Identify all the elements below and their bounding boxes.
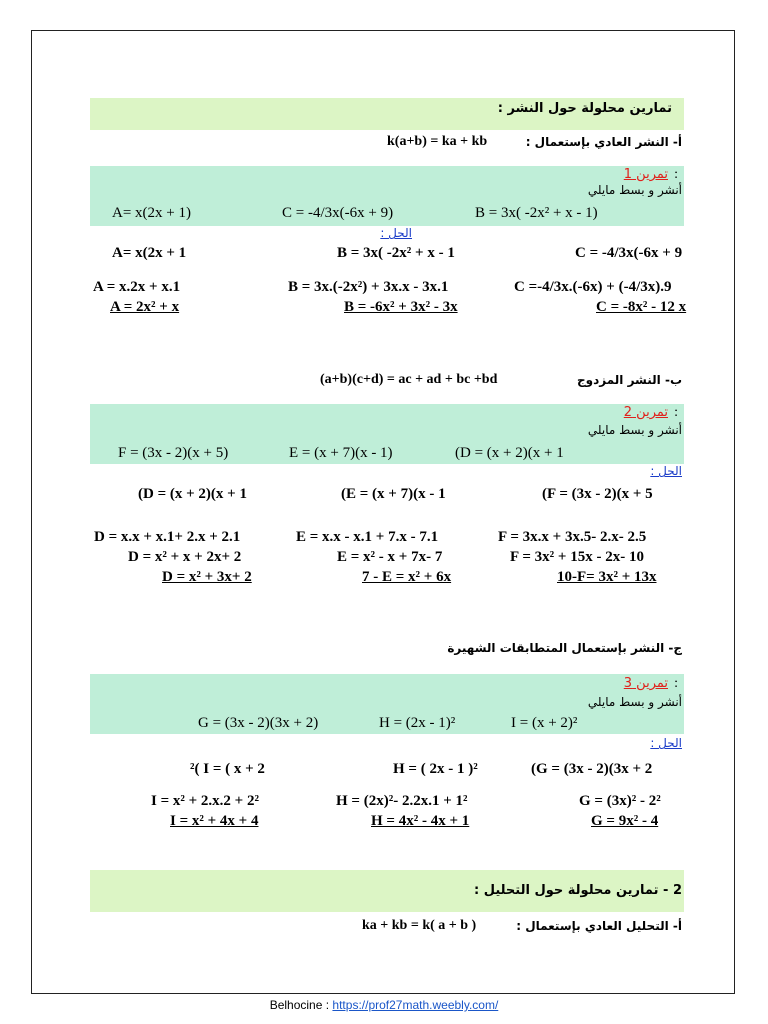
exercise1-expr-b: B = 3x( -2x² + x - 1) (475, 205, 598, 221)
ex1-row2-b: B = 3x.(-2x²) + 3x.x - 3x.1 (288, 279, 449, 295)
exercise2-solution-label: الحل : (650, 464, 682, 478)
ex3-row1-g: (G = (3x - 2)(3x + 2 (531, 761, 653, 777)
ex1-row2-a: A = x.2x + x.1 (93, 279, 181, 295)
ex2-row4-d: D = x² + 3x+ 2 (162, 569, 252, 585)
exercise3-expr-i: I = (x + 2)² (511, 715, 578, 731)
exercise2-expr-e: E = (x + 7)(x - 1) (289, 445, 393, 461)
ex1-row2-c: C =-4/3x.(-6x) + (-4/3x).9 (514, 279, 672, 295)
exercise1-title-suffix: : (674, 167, 678, 182)
ex2-row3-d: D = x² + x + 2x+ 2 (128, 549, 242, 565)
exercise2-title: تمرين 2 (623, 405, 668, 420)
ex2-row1-e: (E = (x + 7)(x - 1 (341, 486, 446, 502)
exercise1-expr-c: C = -4/3x(-6x + 9) (282, 205, 394, 221)
exercise3-title-suffix: : (674, 676, 678, 691)
ex3-row2-h: H = (2x)²- 2.2x.1 + 1² (336, 793, 468, 809)
exercise2-expr-d: (D = (x + 2)(x + 1 (455, 445, 564, 461)
exercise2-title-suffix: : (674, 405, 678, 420)
exercise2-instruction: أنشر و بسط مايلي (587, 423, 682, 437)
ex3-row3-g: G = 9x² - 4 (591, 813, 659, 829)
footer-author: Belhocine : (269, 998, 330, 1012)
exercise1-solution-label: الحل : (380, 226, 412, 240)
section1-a-formula: k(a+b) = ka + kb (387, 134, 488, 149)
ex3-row1-h: H = ( 2x - 1 )² (393, 761, 478, 777)
section-c-label: ج- النشر بإستعمال المتطابقات الشهيرة (447, 641, 682, 655)
ex2-row1-f: (F = (3x - 2)(x + 5 (542, 486, 653, 502)
section-b-formula: (a+b)(c+d) = ac + ad + bc +bd (320, 372, 498, 387)
ex3-row3-i: I = x² + 4x + 4 (170, 813, 259, 829)
footer (0, 998, 768, 1012)
ex2-row1-d: (D = (x + 2)(x + 1 (138, 486, 247, 502)
ex2-row3-f: F = 3x² + 15x - 2x- 10 (510, 549, 644, 565)
exercise1-instruction: أنشر و بسط مايلي (587, 183, 682, 197)
ex3-row1-i: ²( I = ( x + 2 (190, 761, 265, 777)
ex1-row1-c: C = -4/3x(-6x + 9 (575, 245, 683, 261)
footer-link[interactable]: https://prof27math.weebly.com/ (332, 998, 499, 1012)
exercise3-title: تمرين 3 (623, 676, 668, 691)
section1-title: تمارين محلولة حول النشر : (497, 101, 672, 116)
ex1-row3-b: B = -6x² + 3x² - 3x (344, 299, 458, 315)
ex1-row3-c: C = -8x² - 12 x (596, 299, 687, 315)
ex2-row2-e: E = x.x - x.1 + 7.x - 7.1 (296, 529, 439, 545)
exercise3-expr-h: H = (2x - 1)² (379, 715, 456, 731)
ex3-row2-i: I = x² + 2.x.2 + 2² (151, 793, 259, 809)
ex2-row2-f: F = 3x.x + 3x.5- 2.x- 2.5 (498, 529, 647, 545)
section-b-label: ب- النشر المزدوج (577, 373, 682, 387)
ex2-row3-e: E = x² - x + 7x- 7 (337, 549, 443, 565)
section2-a-label: أ- التحليل العادي بإستعمال : (516, 919, 682, 933)
ex1-row1-a: A= x(2x + 1 (112, 245, 187, 261)
exercise3-expr-g: G = (3x - 2)(3x + 2) (198, 715, 319, 731)
section2-a-formula: ka + kb = k( a + b ) (362, 918, 477, 933)
exercise3-instruction: أنشر و بسط مايلي (587, 695, 682, 709)
ex1-row3-a: A = 2x² + x (110, 299, 180, 315)
exercise1-title: تمرين 1 (623, 167, 668, 182)
ex2-row4-e: 7 - E = x² + 6x (362, 569, 452, 585)
section2-title: 2 - تمارين محلولة حول التحليل : (473, 883, 682, 898)
ex1-row1-b: B = 3x( -2x² + x - 1 (337, 245, 455, 261)
ex2-row4-f: 10-F= 3x² + 13x (557, 569, 657, 585)
section1-a-label: أ- النشر العادي بإستعمال : (525, 135, 682, 149)
exercise3-solution-label: الحل : (650, 736, 682, 750)
ex3-row2-g: G = (3x)² - 2² (579, 793, 661, 809)
exercise1-expr-a: A= x(2x + 1) (112, 205, 191, 221)
ex3-row3-h: H = 4x² - 4x + 1 (371, 813, 470, 829)
ex2-row2-d: D = x.x + x.1+ 2.x + 2.1 (94, 529, 241, 545)
exercise2-expr-f: F = (3x - 2)(x + 5) (118, 445, 229, 461)
